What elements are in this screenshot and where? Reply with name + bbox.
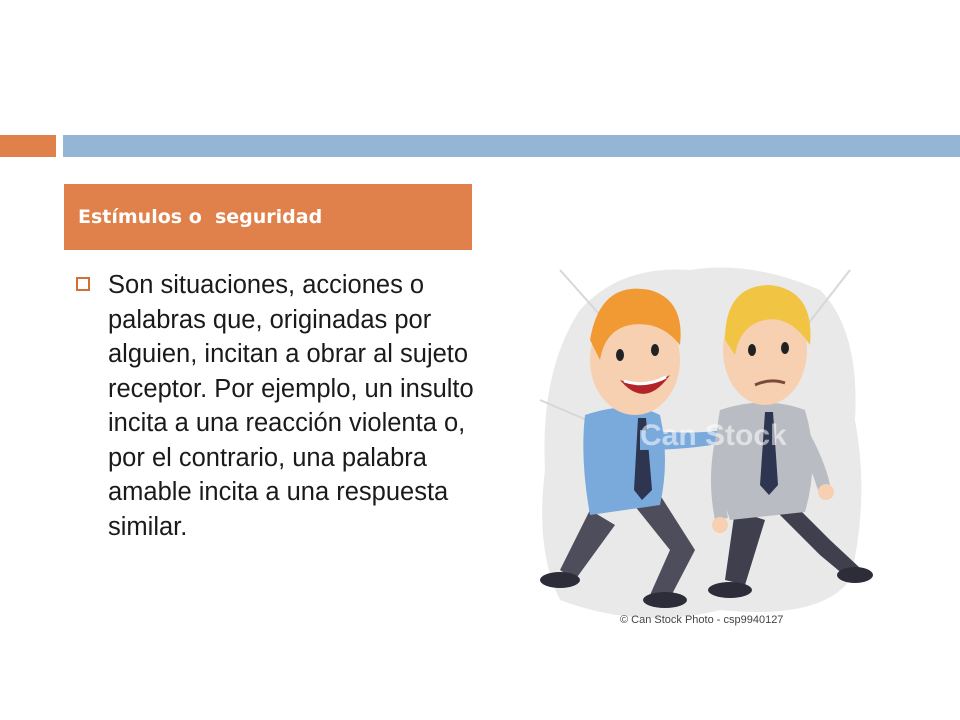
top-accent-bar-blue xyxy=(63,135,960,157)
section-header xyxy=(64,184,472,250)
image-credit: © Can Stock Photo - csp9940127 xyxy=(620,614,784,626)
watermark-text: Can Stock xyxy=(640,419,787,452)
top-accent-bar-orange xyxy=(0,135,56,157)
body-paragraph: Son situaciones, acciones o palabras que, originadas por alguien, incitan a obrar al sujeto receptor. Por ejemplo, un insulto incita a una reacción violenta o, por el contrario, una palabra amable incita a una respuesta similar. xyxy=(108,271,474,541)
section-header-label: Estímulos o seguridad xyxy=(78,206,323,228)
cartoon-illustration xyxy=(520,250,880,640)
bullet-square-icon xyxy=(76,277,90,291)
